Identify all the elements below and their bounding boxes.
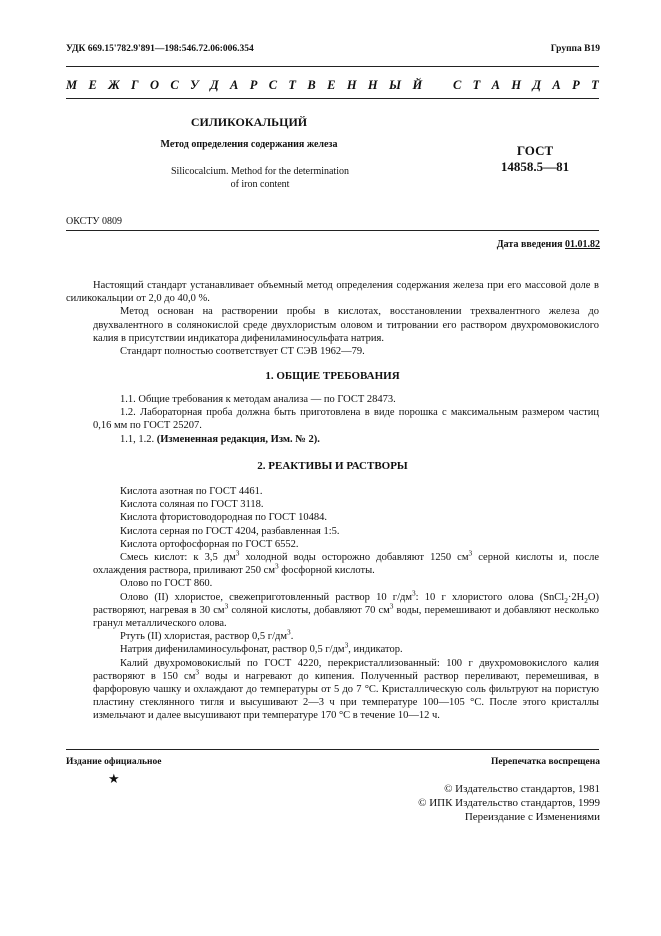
intro-text: Настоящий стандарт устанавливает объемный метод определения содержания железа при его массовой доле в силикокальции от 2,0 до 40,0 %. Метод основан на растворении пробы в кислотах, восстановлении трехвалентного железа до двухвалентного в солянокислой среде двухлористым оловом и титровании его раствором двухромовокислого калия в присутствии индикатора дифениламиносульфата натрия. Стандарт полностью соответствует СТ СЭВ 1962—79. xyxy=(66,280,599,358)
banner-letter: Е xyxy=(88,78,97,92)
reagent-item: Кислота азотная по ГОСТ 4461. xyxy=(120,486,263,497)
subtitle-russian: Метод определения содержания железа xyxy=(160,139,338,150)
oksty-code: ОКСТУ 0809 xyxy=(66,216,123,227)
banner-letter: С xyxy=(452,78,462,92)
section-2-heading: 2. РЕАКТИВЫ И РАСТВОРЫ xyxy=(257,460,408,472)
reagent-item: Кислота фтористоводородная по ГОСТ 10484. xyxy=(120,512,328,524)
banner-letter: Д xyxy=(532,78,541,92)
banner-letter: Г xyxy=(131,78,139,92)
document-title: СИЛИКОКАЛЬЦИЙ xyxy=(190,115,308,129)
banner-letter: Н xyxy=(511,78,522,92)
banner-letter: Т xyxy=(591,78,599,92)
banner-letter xyxy=(434,78,442,93)
reagent-item: Кислота ортофосфорная по ГОСТ 6552. xyxy=(120,538,299,550)
banner-letter: Н xyxy=(367,78,378,92)
section-1-text: 1.1. Общие требования к методам анализа — по ГОСТ 28473. 1.2. Лабораторная проба должна быть приготовлена в виде порошка с максимальным размером частиц 0,16 мм по ГОСТ 25207. 1.1, 1.2. (Измененная редакция, Изм. № 2). xyxy=(93,394,599,445)
banner-letter: Ы xyxy=(389,78,402,92)
top-rule xyxy=(66,66,599,67)
section-1-heading: 1. ОБЩИЕ ТРЕБОВАНИЯ xyxy=(265,370,400,382)
banner-letter: С xyxy=(170,78,179,92)
banner-letter: Р xyxy=(249,78,258,92)
reprint-prohibited: Перепечатка воспрещена xyxy=(490,757,600,767)
interstate-standard-banner xyxy=(66,78,599,93)
banner-letter: Е xyxy=(327,78,336,92)
footer-rule xyxy=(66,749,599,750)
banner-letter: О xyxy=(149,78,159,92)
mercury: Ртуть (II) хлористая, раствор 0,5 $г/дм^3$. xyxy=(120,627,294,643)
banner-letter: У xyxy=(190,78,199,92)
banner-letter: М xyxy=(66,78,78,92)
udk-code: УДК 669.15'782.9'891—198:546.72.06:006.354 xyxy=(66,44,254,54)
group-code: Группа В19 xyxy=(550,44,600,54)
banner-letter: А xyxy=(491,78,500,92)
official-edition: Издание официальное xyxy=(66,757,162,767)
reagent-item: Кислота соляная по ГОСТ 3118. xyxy=(120,499,264,511)
banner-letter: Д xyxy=(210,78,219,92)
banner-letter: Т xyxy=(288,78,297,92)
sodium-indicator: Натрия дифениламиносульфонат, раствор 0,5 $г/дм^3$, индикатор. xyxy=(120,640,403,656)
section-2-text: Кислота азотная по ГОСТ 4461. Кислота соляная по ГОСТ 3118. Кислота фтористоводородная по ГОСТ 10484. Кислота серная по ГОСТ 4204, разбавленная 1:5. Кислота ортофосфорная по ГОСТ 6552. Смесь кислот: к 3,5 $дм^3$ холодной воды осторожно добавляют 1250 $см^3$ серной кислоты и, после охлаждения раствора, приливают 250 $см^3$ фосфорной кислоты. Олово по ГОСТ 860. Олово (II) хлористое, свежеприготовленный раствор 10 $г/дм^3$: 10 г хлористого олова $(SnCl_2\cdot 2H_2O)$ растворяют, нагревая в 30 $см^3$ соляной кислоты, добавляют 70 $см^3$ воды, перемешивают и добавляют несколько гранул металлического олова. Ртуть (II) хлористая, раствор 0,5 $г/дм^3$. Натрия дифениламиносульфонат, раствор 0,5 $г/дм^3$, индикатор. Калий двухромовокислый по ГОСТ 4220, перекристаллизованный: 100 г двухромовокислого калия растворяют в 150 $см^3$ воды и нагревают до кипения. Полученный раствор переливают, перемешивая, в фарфоровую чашку и охлаждают до температуры от 5 до 7 °С. Кристаллическую соль фильтруют на пористую пластину стеклянного тигля и высушивают 2—3 ч при температуре 100—105 °С. После этого кристаллы измельчают и далее высушивают при температуре 170 °С в течение 10—12 ч. xyxy=(93,486,599,722)
banner-letter: Н xyxy=(346,78,357,92)
banner-letter: Й xyxy=(412,78,423,92)
banner-letter: А xyxy=(230,78,239,92)
banner-letter: Т xyxy=(472,78,481,92)
gost-number: ГОСТ 14858.5—81 xyxy=(500,143,570,174)
star-icon: ★ xyxy=(108,771,120,786)
banner-letter: С xyxy=(268,78,278,92)
tin-chloride: Олово (II) хлористое, свежеприготовленный раствор 10 $г/дм^3$: 10 г хлористого олова $(SnCl_2\cdot 2H_2O)$ растворяют, нагревая в 30 $см^3$ соляной кислоты, добавляют 70 $см^3$ воды, перемешивают и добавляют несколько гранул металлического олова. xyxy=(93,588,599,630)
acid-mix: Смесь кислот: к 3,5 $дм^3$ холодной воды осторожно добавляют 1250 $см^3$ серной кислоты и, после охлаждения раствора, приливают 250 $см^3$ фосфорной кислоты. xyxy=(93,548,599,577)
potassium-dichromate: Калий двухромовокислый по ГОСТ 4220, перекристаллизованный: 100 г двухромовокислого калия растворяют в 150 $см^3$ воды и нагревают до кипения. Полученный раствор переливают, перемешивая, в фарфоровую чашку и охлаждают до температуры от 5 до 7 °С. Кристаллическую соль фильтруют на пористую пластину стеклянного тигля и высушивают 2—3 ч при температуре 100—105 °С. После этого кристаллы измельчают и далее высушивают при температуре 170 °С в течение 10—12 ч. xyxy=(93,657,599,722)
banner-rule xyxy=(66,98,599,99)
banner-letter: Ж xyxy=(108,78,120,92)
banner-letter: А xyxy=(552,78,561,92)
reagent-item: Кислота серная по ГОСТ 4204, разбавленная 1:5. xyxy=(120,525,340,537)
banner-letter: В xyxy=(307,78,316,92)
banner-letter: Р xyxy=(572,78,580,92)
oksty-rule xyxy=(66,230,599,231)
introduction-date: Дата введения 01.01.82 xyxy=(496,239,600,250)
subtitle-english: Silicocalcium. Method for the determination of iron content xyxy=(170,166,349,190)
copyright-block: © Издательство стандартов, 1981 © ИПК Издательство стандартов, 1999 Переиздание с Изменениями xyxy=(418,783,600,823)
